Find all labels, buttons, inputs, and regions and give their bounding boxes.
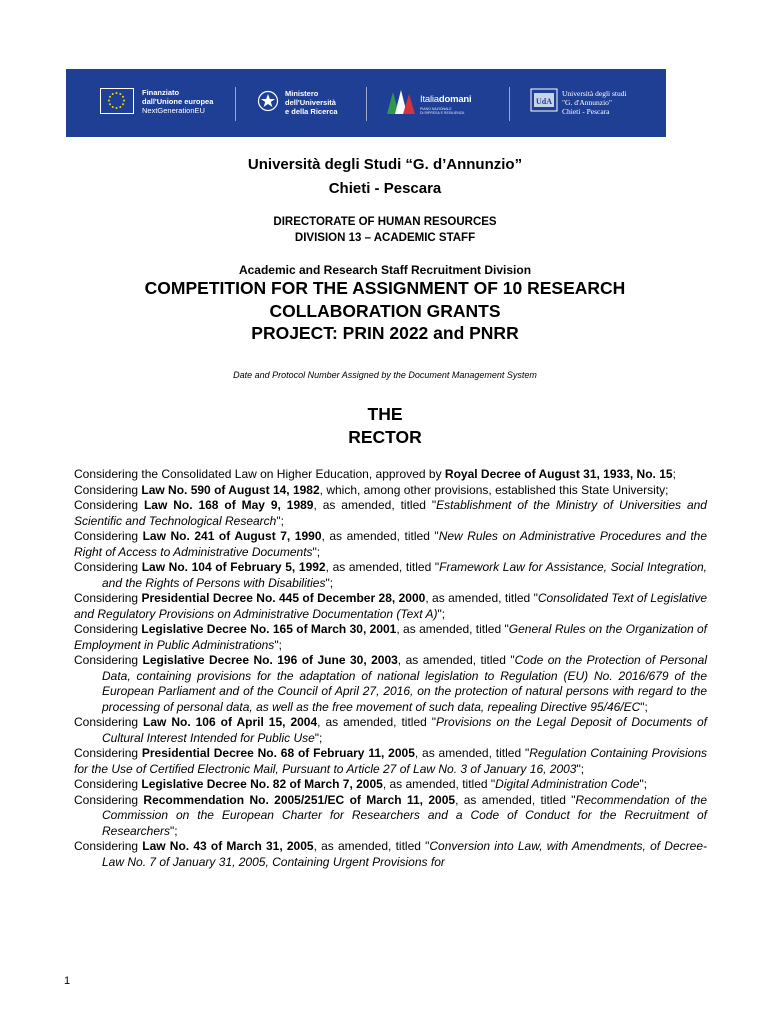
competition-title-line-3: PROJECT: PRIN 2022 and PNRR: [251, 323, 519, 343]
the-heading: THE: [367, 404, 403, 424]
consideration-item: Considering Law No. 104 of February 5, 1992, as amended, titled "Framework Law for Assistance, Social Integration, and the Rights of Persons with Disabilities";: [74, 560, 707, 590]
banner-divider: [366, 87, 367, 121]
banner-divider: [235, 87, 236, 121]
consideration-item: Considering Presidential Decree No. 445 of December 28, 2000, as amended, titled "Consolidated Text of Legislative and Regulatory Provisions on Administrative Documentation (Text A)";: [74, 591, 708, 621]
university-name: Università degli Studi “G. d’Annunzio”: [247, 156, 523, 173]
recruitment-division: Academic and Research Staff Recruitment Division: [238, 263, 532, 277]
competition-title-line-2: COLLABORATION GRANTS: [269, 301, 501, 321]
consideration-item: Considering the Consolidated Law on Higher Education, approved by Royal Decree of August 31, 1933, No. 15;: [74, 467, 676, 481]
italian-emblem-icon: [257, 89, 279, 113]
ministry-text: Ministero dell'Università e della Ricerca: [285, 89, 338, 116]
consideration-item: Considering Law No. 590 of August 14, 1982, which, among other provisions, established this State University;: [74, 482, 669, 497]
competition-title-line-1: COMPETITION FOR THE ASSIGNMENT OF 10 RESEARCH: [144, 278, 626, 298]
considerations-list: [74, 467, 707, 870]
funding-banner: [66, 69, 666, 137]
consideration-item: Considering Legislative Decree No. 165 of March 30, 2001, as amended, titled "General Rules on the Organization of Employment in Public Administrations";: [74, 622, 708, 652]
consideration-item: Considering Legislative Decree No. 82 of March 7, 2005, as amended, titled "Digital Administration Code";: [74, 777, 648, 791]
consideration-item: Considering Law No. 106 of April 15, 2004, as amended, titled "Provisions on the Legal Deposit of Documents of Cultural Interest Intended for Public Use";: [74, 715, 707, 745]
uda-logo-icon: [530, 87, 560, 115]
italia-domani-subtext: PIANO NAZIONALE DI RIPRESA E RESILIENZA: [420, 107, 465, 115]
banner-divider: [509, 87, 510, 121]
directorate-heading: DIRECTORATE OF HUMAN RESOURCES: [273, 216, 497, 228]
date-protocol-note: Date and Protocol Number Assigned by the Document Management System: [233, 370, 537, 380]
university-city: Chieti - Pescara: [328, 180, 442, 197]
consideration-item: Considering Legislative Decree No. 196 of June 30, 2003, as amended, titled "Code on the Protection of Personal Data, containing provisions for the adaptation of national legislation to Regulation (EU) No. 2016/679 of the European Parliament and of the Council of April 27, 2016, on the protection of natural persons with regard to the processing of personal data, as well as the free movement of such data, repealing Directive 95/46/EC";: [74, 653, 707, 714]
italia-domani-text: Italiadomani: [420, 94, 472, 105]
consideration-item: Considering Recommendation No. 2005/251/EC of March 11, 2005, as amended, titled "Recommendation of the Commission on the European Charter for Researchers and a Code of Conduct for the Recruitment of Researchers";: [74, 792, 708, 838]
page-number: 1: [64, 975, 71, 987]
consideration-item: Considering Presidential Decree No. 68 of February 11, 2005, as amended, titled "Regulation Containing Provisions for the Use of Certified Electronic Mail, Pursuant to Article 27 of Law No. 3 of January 16, 2003";: [74, 746, 707, 776]
division-heading: DIVISION 13 – ACADEMIC STAFF: [294, 232, 476, 244]
consideration-item: Considering Law No. 43 of March 31, 2005, as amended, titled "Conversion into Law, with Amendments, of Decree-Law No. 7 of January 31, 2005, Containing Urgent Provisions for: [74, 839, 707, 869]
uda-text: Università degli studi "G. d'Annunzio" Chieti - Pescara: [562, 89, 627, 116]
consideration-item: Considering Law No. 168 of May 9, 1989, as amended, titled "Establishment of the Ministry of Universities and Scientific and Technological Research";: [74, 498, 707, 528]
eu-funding-text: Finanziato dall'Unione europea NextGenerationEU: [142, 88, 214, 115]
eu-flag-icon: [100, 88, 134, 114]
rector-heading: RECTOR: [348, 427, 422, 447]
uda-mark: UdA: [535, 97, 553, 106]
consideration-item: Considering Law No. 241 of August 7, 1990, as amended, titled "New Rules on Administrative Procedures and the Right of Access to Administrative Documents";: [74, 529, 707, 559]
italia-domani-logo-icon: [383, 86, 417, 118]
